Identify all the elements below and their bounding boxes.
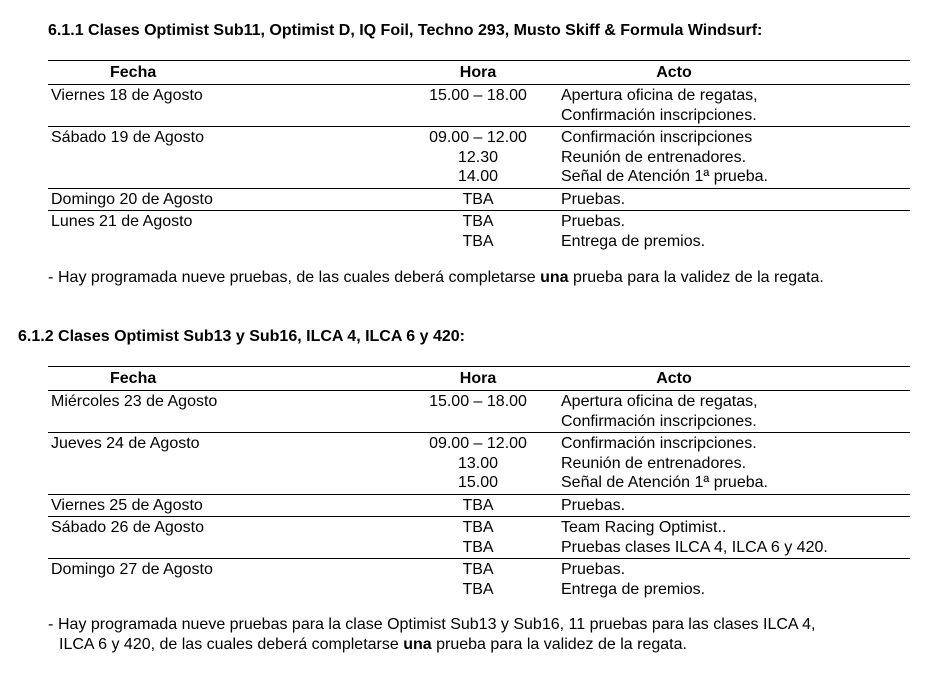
note-dash: - bbox=[48, 269, 54, 286]
row-time: TBA bbox=[462, 561, 494, 578]
row-act: Pruebas clases ILCA 4, ILCA 6 y 420. bbox=[561, 538, 828, 556]
row-act: Apertura oficina de regatas, bbox=[561, 87, 758, 104]
row-date-cell bbox=[48, 434, 400, 493]
schedule-table-1 bbox=[48, 60, 910, 252]
row-act-cell bbox=[556, 190, 910, 210]
row-time: TBA bbox=[462, 213, 494, 230]
row-time-cell bbox=[400, 560, 556, 599]
table-row bbox=[48, 495, 910, 518]
table-row bbox=[48, 211, 910, 252]
header-hora: Hora bbox=[459, 63, 497, 81]
row-date bbox=[51, 232, 400, 252]
row-date-cell bbox=[48, 496, 400, 516]
table-body bbox=[48, 391, 910, 600]
note-text-after: prueba para la validez de la regata. bbox=[431, 636, 687, 653]
row-time: 09.00 – 12.00 bbox=[429, 435, 527, 452]
row-act-cell bbox=[556, 560, 910, 599]
row-act: Entrega de premios. bbox=[561, 580, 706, 598]
row-date bbox=[51, 106, 400, 126]
row-date-cell bbox=[48, 212, 400, 251]
row-date: Sábado 26 de Agosto bbox=[51, 519, 205, 536]
row-act: Entrega de premios. bbox=[561, 232, 706, 250]
row-date: Lunes 21 de Agosto bbox=[51, 213, 193, 230]
row-act: Pruebas. bbox=[561, 213, 626, 230]
note-text-bold: una bbox=[403, 636, 432, 653]
section-2-heading: 6.1.2 Clases Optimist Sub13 y Sub16, ILCA 4, ILCA 6 y 420: bbox=[18, 328, 465, 345]
row-act: Pruebas. bbox=[561, 496, 626, 514]
row-time-cell bbox=[400, 434, 556, 493]
row-time-cell bbox=[400, 128, 556, 187]
table-row bbox=[48, 127, 910, 189]
row-date: Domingo 27 de Agosto bbox=[51, 561, 213, 578]
section-2-note bbox=[48, 615, 898, 655]
header-acto: Acto bbox=[656, 63, 692, 81]
row-date: Miércoles 23 de Agosto bbox=[51, 393, 218, 410]
row-date-cell bbox=[48, 190, 400, 210]
row-act: Apertura oficina de regatas, bbox=[561, 393, 758, 410]
note-dash: - bbox=[48, 616, 54, 633]
header-acto: Acto bbox=[656, 369, 692, 387]
row-date-cell bbox=[48, 560, 400, 599]
row-act: Team Racing Optimist.. bbox=[561, 519, 727, 536]
table-row bbox=[48, 517, 910, 559]
row-date bbox=[51, 412, 400, 432]
row-time: 15.00 – 18.00 bbox=[429, 393, 527, 410]
row-date: Domingo 20 de Agosto bbox=[51, 190, 213, 208]
row-date-cell bbox=[48, 128, 400, 187]
row-act: Confirmación inscripciones bbox=[561, 129, 753, 146]
row-date bbox=[51, 580, 400, 600]
note-text-line1: Hay programada nueve pruebas para la clase Optimist Sub13 y Sub16, 11 pruebas para las clases ILCA 4, bbox=[58, 616, 816, 633]
row-act: Reunión de entrenadores. bbox=[561, 148, 747, 166]
note-text-before: ILCA 6 y 420, de las cuales deberá completarse bbox=[59, 636, 404, 653]
table-header bbox=[48, 366, 910, 391]
row-time bbox=[400, 106, 556, 126]
row-time: 14.00 bbox=[457, 168, 499, 185]
row-time: TBA bbox=[462, 496, 494, 514]
note-text-before: Hay programada nueve pruebas, de las cuales deberá completarse bbox=[58, 269, 541, 286]
row-time: 15.00 bbox=[457, 474, 499, 491]
row-date: Viernes 25 de Agosto bbox=[51, 496, 203, 514]
row-time: 12.30 bbox=[457, 148, 499, 166]
note-text-bold: una bbox=[540, 269, 569, 286]
row-time-cell bbox=[400, 392, 556, 431]
row-date bbox=[51, 148, 400, 168]
row-act-cell bbox=[556, 212, 910, 251]
row-date: Sábado 19 de Agosto bbox=[51, 129, 205, 146]
row-time: 15.00 – 18.00 bbox=[429, 87, 527, 104]
row-act-cell bbox=[556, 496, 910, 516]
row-time-cell bbox=[400, 190, 556, 210]
section-1-heading: 6.1.1 Clases Optimist Sub11, Optimist D, IQ Foil, Techno 293, Musto Skiff & Formula Windsurf: bbox=[48, 22, 763, 39]
row-date: Jueves 24 de Agosto bbox=[51, 435, 200, 452]
row-time: TBA bbox=[462, 190, 494, 208]
row-date bbox=[51, 167, 400, 187]
row-act-cell bbox=[556, 128, 910, 187]
row-act-cell bbox=[556, 518, 910, 557]
row-date-cell bbox=[48, 518, 400, 557]
table-row bbox=[48, 391, 910, 433]
row-act: Pruebas. bbox=[561, 561, 626, 578]
row-date: Viernes 18 de Agosto bbox=[51, 87, 203, 104]
row-time: TBA bbox=[462, 519, 494, 536]
row-time: 09.00 – 12.00 bbox=[429, 129, 527, 146]
row-act: Reunión de entrenadores. bbox=[561, 454, 747, 472]
row-date bbox=[51, 473, 400, 493]
row-act-cell bbox=[556, 86, 910, 125]
header-fecha: Fecha bbox=[110, 369, 157, 387]
note-text-after: prueba para la validez de la regata. bbox=[568, 269, 824, 286]
row-date-cell bbox=[48, 86, 400, 125]
row-act-cell bbox=[556, 434, 910, 493]
row-act-cell bbox=[556, 392, 910, 431]
row-act: Señal de Atención 1ª prueba. bbox=[561, 168, 768, 185]
row-act: Confirmación inscripciones. bbox=[561, 435, 757, 452]
row-time-cell bbox=[400, 518, 556, 557]
row-act: Confirmación inscripciones. bbox=[561, 412, 757, 430]
row-time: 13.00 bbox=[457, 454, 499, 472]
table-row bbox=[48, 85, 910, 127]
row-act: Pruebas. bbox=[561, 190, 626, 208]
table-row bbox=[48, 559, 910, 600]
row-date-cell bbox=[48, 392, 400, 431]
row-date bbox=[51, 538, 400, 558]
row-act: Confirmación inscripciones. bbox=[561, 106, 757, 124]
row-date bbox=[51, 454, 400, 474]
row-time: TBA bbox=[462, 232, 494, 250]
table-header bbox=[48, 60, 910, 85]
header-hora: Hora bbox=[459, 369, 497, 387]
row-time: TBA bbox=[462, 580, 494, 598]
row-act: Señal de Atención 1ª prueba. bbox=[561, 474, 768, 491]
row-time-cell bbox=[400, 86, 556, 125]
row-time-cell bbox=[400, 212, 556, 251]
table-row bbox=[48, 433, 910, 495]
row-time: TBA bbox=[462, 538, 494, 556]
row-time bbox=[400, 412, 556, 432]
schedule-table-2 bbox=[48, 366, 910, 600]
table-body bbox=[48, 85, 910, 252]
section-1-note bbox=[48, 268, 898, 288]
header-fecha: Fecha bbox=[110, 63, 157, 81]
table-row bbox=[48, 189, 910, 212]
row-time-cell bbox=[400, 496, 556, 516]
